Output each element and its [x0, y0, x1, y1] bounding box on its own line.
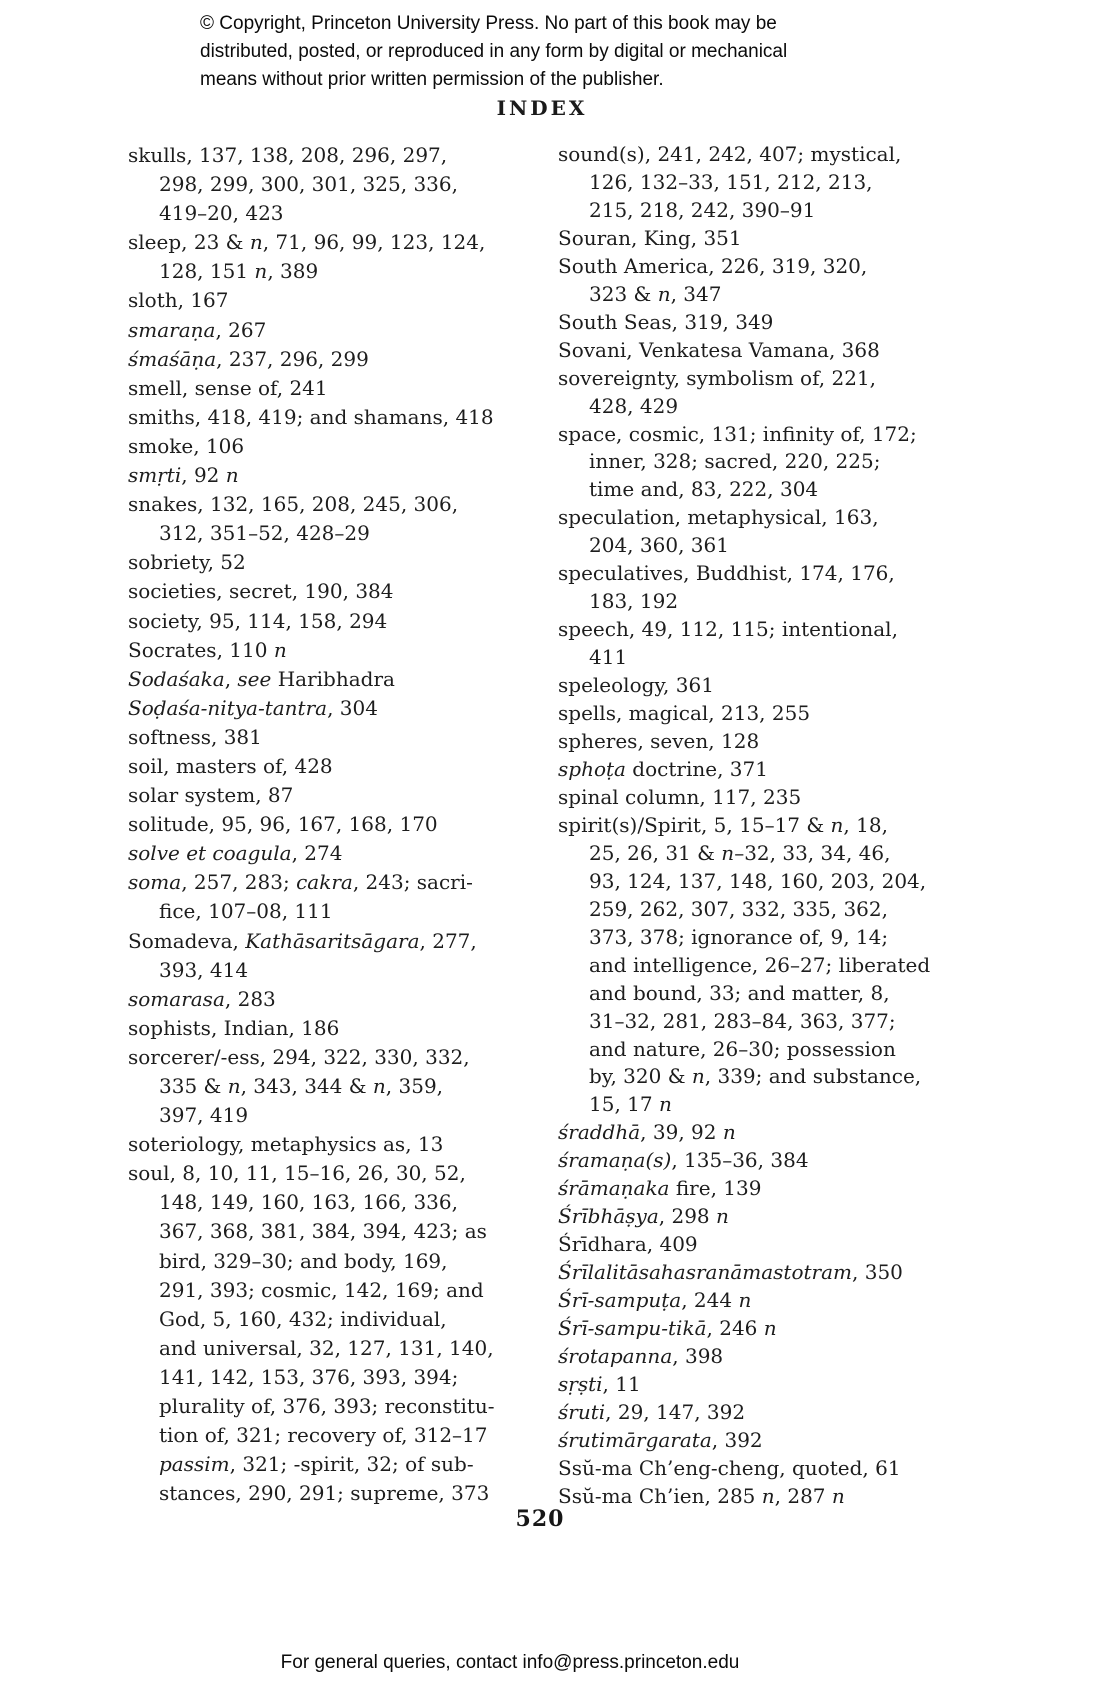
index-entry-line: speech, 49, 112, 115; intentional,: [558, 617, 898, 642]
copyright-notice: [200, 10, 787, 94]
index-entry-line: 411: [589, 645, 628, 670]
index-entry-line: smṛti, 92 n: [128, 463, 239, 488]
index-entry-line: śruti, 29, 147, 392: [558, 1399, 746, 1424]
index-entry-line: Sodaśaka, see Haribhadra: [128, 666, 395, 691]
index-entry-line: 204, 360, 361: [589, 533, 729, 558]
index-entry-line: speculatives, Buddhist, 174, 176,: [558, 561, 895, 586]
index-entry-line: speculation, metaphysical, 163,: [558, 505, 879, 530]
index-entry-line: śrotapanna, 398: [558, 1343, 724, 1368]
index-entry-line: Sovani, Venkatesa Vamana, 368: [558, 337, 880, 362]
index-entry-line: and intelligence, 26–27; liberated: [589, 952, 931, 977]
index-entry-line: Śrīdhara, 409: [558, 1232, 698, 1257]
index-entry-line: sobriety, 52: [128, 550, 246, 575]
index-entry-line: śrāmaṇaka fire, 139: [558, 1176, 762, 1201]
index-entry-line: and nature, 26–30; possession: [589, 1036, 896, 1061]
index-entry-line: 183, 192: [589, 589, 679, 614]
index-entry-line: Socrates, 110 n: [128, 637, 287, 662]
index-entry-line: 323 & n, 347: [589, 281, 722, 306]
index-entry-line: 335 & n, 343, 344 & n, 359,: [159, 1074, 444, 1098]
index-entry-line: plurality of, 376, 393; reconstitu-: [159, 1394, 495, 1419]
index-entry-line: 128, 151 n, 389: [159, 259, 319, 284]
index-column-left: [128, 141, 558, 1508]
index-entry-line: inner, 328; sacred, 220, 225;: [589, 449, 881, 474]
index-entry-line: smoke, 106: [128, 433, 245, 458]
index-entry-line: society, 95, 114, 158, 294: [128, 608, 388, 633]
index-entry-line: softness, 381: [128, 724, 262, 749]
index-entry-line: South America, 226, 319, 320,: [558, 253, 868, 278]
index-entry-line: by, 320 & n, 339; and substance,: [589, 1064, 922, 1089]
index-entry-line: 291, 393; cosmic, 142, 169; and: [159, 1277, 484, 1302]
index-entry-line: śraddhā, 39, 92 n: [558, 1120, 736, 1145]
index-entry-line: spheres, seven, 128: [558, 729, 760, 754]
index-entry-line: fice, 107–08, 111: [159, 899, 333, 924]
index-entry-line: 31–32, 281, 283–84, 363, 377;: [589, 1008, 896, 1033]
index-entry-line: 298, 299, 300, 301, 325, 336,: [159, 172, 458, 197]
index-entry-line: spirit(s)/Spirit, 5, 15–17 & n, 18,: [558, 812, 888, 837]
index-entry-line: and universal, 32, 127, 131, 140,: [159, 1335, 494, 1360]
index-entry-line: Śrī-sampuṭa, 244 n: [558, 1288, 752, 1313]
index-entry-line: Śrī-sampu-tikā, 246 n: [558, 1316, 777, 1341]
index-entry-line: South Seas, 319, 349: [558, 309, 774, 334]
index-entry-line: sphoṭa doctrine, 371: [558, 756, 768, 781]
index-entry-line: 367, 368, 381, 384, 394, 423; as: [159, 1219, 487, 1244]
index-entry-line: Śrībhāṣya, 298 n: [558, 1204, 729, 1229]
index-entry-line: 93, 124, 137, 148, 160, 203, 204,: [589, 868, 927, 893]
index-entry-line: sophists, Indian, 186: [128, 1015, 340, 1040]
index-entry-line: 215, 218, 242, 390–91: [589, 197, 816, 222]
index-entry-line: Somadeva, Kathāsaritsāgara, 277,: [128, 928, 477, 953]
index-entry-line: speleology, 361: [558, 673, 714, 698]
index-entry-line: skulls, 137, 138, 208, 296, 297,: [128, 143, 448, 167]
index-entry-line: smell, sense of, 241: [128, 375, 328, 400]
index-entry-line: spinal column, 117, 235: [558, 784, 802, 809]
index-entry-line: smiths, 418, 419; and shamans, 418: [128, 404, 494, 429]
index-column-right: [558, 141, 1000, 1511]
index-entry-line: bird, 329–30; and body, 169,: [159, 1248, 448, 1273]
index-entry-line: Souran, King, 351: [558, 225, 742, 250]
index-entry-line: soil, masters of, 428: [128, 753, 333, 778]
copyright-line-1: © Copyright, Princeton University Press. No part of this book may be: [200, 13, 777, 34]
index-entry-line: sound(s), 241, 242, 407; mystical,: [558, 142, 902, 166]
index-entry-line: śmaśāṇa, 237, 296, 299: [128, 346, 369, 371]
index-entry-line: stances, 290, 291; supreme, 373: [159, 1481, 490, 1506]
index-entry-line: 397, 419: [159, 1103, 249, 1128]
index-entry-line: sorcerer/-ess, 294, 322, 330, 332,: [128, 1044, 470, 1069]
index-entry-line: God, 5, 160, 432; individual,: [159, 1306, 447, 1331]
index-entry-line: smaraṇa, 267: [128, 317, 267, 342]
index-entry-line: 373, 378; ignorance of, 9, 14;: [589, 924, 889, 949]
copyright-line-3: means without prior written permission of the publisher.: [200, 69, 664, 90]
page-number: 520: [515, 1506, 565, 1532]
index-entry-line: societies, secret, 190, 384: [128, 579, 394, 604]
index-entry-line: space, cosmic, 131; infinity of, 172;: [558, 421, 917, 446]
index-entry-line: 148, 149, 160, 163, 166, 336,: [159, 1190, 458, 1215]
index-entry-line: sṛṣti, 11: [558, 1371, 641, 1396]
index-entry-line: 259, 262, 307, 332, 335, 362,: [589, 896, 888, 921]
index-entry-line: and bound, 33; and matter, 8,: [589, 980, 890, 1005]
index-entry-line: snakes, 132, 165, 208, 245, 306,: [128, 492, 459, 517]
index-entry-line: śrutimārgarata, 392: [558, 1427, 763, 1452]
footer-contact: For general queries, contact info@press.princeton.edu: [280, 1652, 740, 1673]
index-entry-line: Ssŭ-ma Ch’eng-cheng, quoted, 61: [558, 1455, 901, 1480]
page-title: INDEX: [496, 96, 588, 120]
index-entry-line: Ssŭ-ma Ch’ien, 285 n, 287 n: [558, 1483, 845, 1508]
index-entry-line: 312, 351–52, 428–29: [159, 521, 370, 546]
index-entry-line: soma, 257, 283; cakra, 243; sacri-: [128, 870, 473, 895]
index-entry-line: sovereignty, symbolism of, 221,: [558, 365, 877, 390]
index-entry-line: 393, 414: [159, 957, 249, 982]
index-entry-line: sleep, 23 & n, 71, 96, 99, 123, 124,: [128, 230, 486, 255]
index-entry-line: spells, magical, 213, 255: [558, 701, 811, 726]
index-entry-line: tion of, 321; recovery of, 312–17: [159, 1423, 488, 1448]
index-entry-line: soul, 8, 10, 11, 15–16, 26, 30, 52,: [128, 1161, 466, 1186]
index-entry-line: 428, 429: [589, 393, 679, 418]
index-entry-line: 15, 17 n: [589, 1092, 672, 1117]
index-entry-line: passim, 321; -spirit, 32; of sub-: [159, 1452, 474, 1477]
copyright-line-2: distributed, posted, or reproduced in any form by digital or mechanical: [200, 41, 788, 62]
index-entry-line: Soḍaśa-nitya-tantra, 304: [128, 695, 378, 720]
index-entry-line: 25, 26, 31 & n–32, 33, 34, 46,: [589, 840, 891, 865]
index-entry-line: somarasa, 283: [128, 986, 276, 1011]
index-entry-line: 141, 142, 153, 376, 393, 394;: [159, 1364, 459, 1389]
index-entry-line: Śrīlalitāsahasranāmastotram, 350: [558, 1260, 903, 1285]
index-entry-line: solve et coagula, 274: [128, 841, 343, 866]
index-entry-line: solitude, 95, 96, 167, 168, 170: [128, 812, 438, 837]
index-entry-line: sloth, 167: [128, 288, 229, 313]
index-entry-line: time and, 83, 222, 304: [589, 477, 819, 502]
index-entry-line: śramaṇa(s), 135–36, 384: [558, 1148, 809, 1173]
index-entry-line: solar system, 87: [128, 783, 294, 808]
index-entry-line: soteriology, metaphysics as, 13: [128, 1132, 444, 1157]
index-entry-line: 419–20, 423: [159, 201, 284, 226]
index-entry-line: 126, 132–33, 151, 212, 213,: [589, 169, 873, 194]
